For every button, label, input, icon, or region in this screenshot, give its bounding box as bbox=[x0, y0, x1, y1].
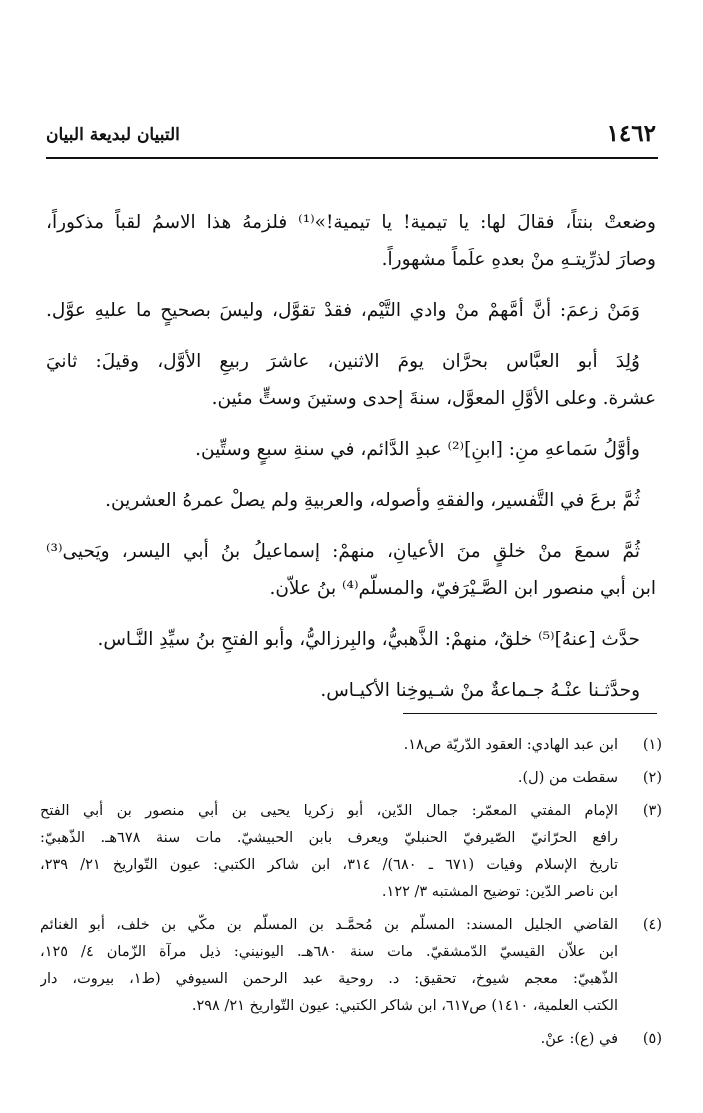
body-line: عشرة. وعلى الأوَّلِ المعوَّل، سنةَ إحدى وستينَ وستٍّ مئين. bbox=[211, 388, 656, 409]
footnote-line: الذّهبيّ: معجم شيوخ، تحقيق: د. روحية عبد الرحمن السيوفي (ط١، بيروت، دار bbox=[40, 971, 618, 987]
footnote-line: في (ع): عنْ. bbox=[540, 1031, 618, 1047]
footnote-line: الإمام المفتي المعمّر: جمال الدّين، أبو زكريا يحيى بن أبي منصور بن أبي الفتح bbox=[40, 803, 618, 819]
page-header bbox=[46, 116, 656, 152]
footnote-line: ابن علاّن القيسيّ الدّمشقيّ. مات سنة ٦٨٠هـ. اليونيني: ذيل مرآة الزّمان ٤/ ١٢٥، bbox=[40, 944, 618, 960]
footnote-2 bbox=[40, 765, 662, 792]
body-line: حدَّث [عنهُ]⁽⁵⁾ خلقٌ، منهمْ: الذَّهبيُّ، والبِرزاليُّ، وأبو الفتحِ بنُ سيِّدِ النَّـاس. bbox=[97, 629, 640, 650]
footnote-5 bbox=[40, 1026, 662, 1053]
footnote-line: سقطت من (ل). bbox=[517, 770, 618, 786]
footnote-4 bbox=[40, 912, 662, 1020]
footnote-line: ابن ناصر الدّين: توضيح المشتبه ٣/ ١٢٢. bbox=[381, 884, 618, 900]
body-line: وَمَنْ زعمَ: أنَّ أمَّهمْ منْ وادي التَّيْم، فقدْ تقوَّل، وليسَ بصحيحٍ ما عليهِ عوَّل. bbox=[46, 300, 640, 321]
page-number: ١٤٦٢ bbox=[606, 120, 656, 147]
body-line: ثُمَّ سمعَ منْ خلقٍ منَ الأعيانِ، منهمْ: إسماعيلُ بنُ أبي اليسر، ويَحيى⁽³⁾ bbox=[46, 541, 640, 562]
footnote-separator bbox=[403, 713, 657, 714]
body-line: ابن أبي منصور ابن الصَّـيْرَفيّ، والمسلّم⁽⁴⁾ بنُ علاّن. bbox=[269, 578, 656, 599]
footnote-3 bbox=[40, 798, 662, 906]
footnote-line: القاضي الجليل المسند: المسلّم بن مُحمَّـد بن المسلّم بن مكّي بن خلف، أبو الغنائم bbox=[40, 917, 618, 933]
body-text bbox=[46, 204, 656, 709]
footnotes bbox=[40, 732, 662, 1059]
footnote-line: تاريخ الإسلام وفيات (٦٧١ ـ ٦٨٠)/ ٣١٤، ابن شاكر الكتبي: عيون التّواريخ ٢١/ ٢٣٩، bbox=[40, 857, 618, 873]
footnote-line: رافع الحرّانيّ الصّيرفيّ الحنبليّ ويعرف بابن الحبيشيّ. مات سنة ٦٧٨هـ. الذّهبيّ: bbox=[40, 830, 618, 846]
footnote-line: ابن عبد الهادي: العقود الدّريّة ص١٨. bbox=[403, 737, 618, 753]
body-line: وضعتْ بنتاً، فقالَ لها: يا تيمية! يا تيمية!»⁽¹⁾ فلزمهُ هذا الاسمُ لقباً مذكوراً، bbox=[46, 212, 656, 233]
footnote-1 bbox=[40, 732, 662, 759]
body-line: وحدَّثـنا عنْـهُ جـماعةٌ منْ شـيوخِنا الأكيـاس. bbox=[320, 680, 640, 701]
body-line: ثُمَّ برعَ في التَّفسير، والفقهِ وأصوله، والعربيةِ ولم يصلْ عمرهُ العشرين. bbox=[105, 490, 640, 511]
header-rule bbox=[46, 157, 658, 159]
body-line: وصارَ لذرِّيتـهِ منْ بعدهِ علَماً مشهوراً. bbox=[381, 249, 656, 270]
footnote-number: (٣) bbox=[642, 803, 662, 819]
body-line: وأوَّلُ سَماعهِ منِ: [ابنِ]⁽²⁾ عبدِ الدَّائم، في سنةِ سبعٍ وستِّين. bbox=[195, 439, 640, 460]
footnote-number: (٢) bbox=[642, 770, 662, 786]
footnote-number: (١) bbox=[642, 737, 662, 753]
body-line: وُلِدَ أبو العبَّاس بحرَّان يومَ الاثنين، عاشرَ ربيعِ الأوَّل، وقيلَ: ثانيَ bbox=[46, 351, 640, 372]
footnote-number: (٥) bbox=[642, 1031, 662, 1047]
footnote-number: (٤) bbox=[642, 917, 662, 933]
running-title: التبيان لبديعة البيان bbox=[46, 125, 180, 145]
footnote-line: الكتب العلمية، ١٤١٠) ص٦١٧، ابن شاكر الكتبي: عيون التّواريخ ٢١/ ٢٩٨. bbox=[191, 998, 618, 1014]
